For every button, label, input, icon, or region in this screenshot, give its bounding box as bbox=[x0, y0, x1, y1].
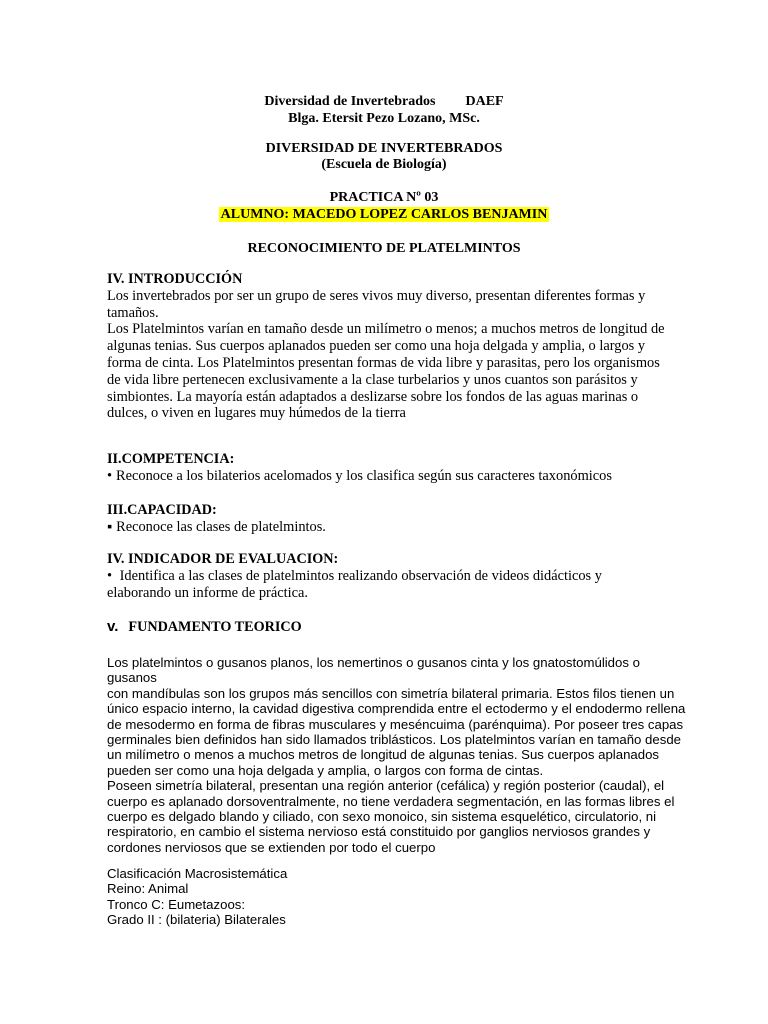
clasificacion-section bbox=[107, 866, 627, 928]
intro-line: Los invertebrados por ser un grupo de seres vivos muy diverso, presentan diferentes formas y bbox=[107, 287, 646, 304]
fundamento-body bbox=[107, 655, 686, 855]
intro-line: simbiontes. La mayoría están adaptados a deslizarse sobre los fondos de las aguas marinas o bbox=[107, 388, 639, 405]
fundamento-line: Poseen simetría bilateral, presentan una región anterior (cefálica) y región posterior (caudal), el bbox=[107, 778, 665, 794]
indicador-title: IV. INDICADOR DE EVALUACION: bbox=[107, 551, 339, 567]
fundamento-line: gusanos bbox=[107, 670, 157, 686]
student-name-highlight: ALUMNO: MACEDO LOPEZ CARLOS BENJAMIN bbox=[220, 207, 548, 222]
intro-line: tamaños. bbox=[107, 304, 159, 321]
fundamento-line: con mandíbulas son los grupos más sencillos con simetría bilateral primaria. Estos filos tienen un bbox=[107, 685, 675, 701]
fundamento-line: único espacio interno, la cavidad digestiva comprendida entre el ectodermo y el endodermo rellena bbox=[107, 701, 686, 717]
capacidad-text: Reconoce las clases de platelmintos. bbox=[116, 518, 326, 535]
intro-line: algunas tenias. Sus cuerpos aplanados pueden ser como una hoja delgada y amplia, o largos y bbox=[107, 338, 646, 355]
department: DAEF bbox=[465, 94, 504, 109]
fundamento-line: germinales bien definidos han sido llamados triblásticos. Los platelmintos varían en tamaño desde bbox=[107, 732, 681, 748]
fundamento-line: pueden ser como una hoja delgada y amplia, o largos con forma de cintas. bbox=[107, 762, 544, 778]
competencia-section bbox=[107, 451, 627, 485]
student-line bbox=[0, 206, 768, 223]
school-name: (Escuela de Biología) bbox=[321, 157, 447, 172]
fundamento-line: cordones nerviosos que se extienden por todo el cuerpo bbox=[107, 839, 436, 855]
fundamento-title-line bbox=[107, 619, 627, 636]
fundamento-line: Los platelmintos o gusanos planos, los nemertinos o gusanos cinta y los gnatostomúlidos o bbox=[107, 655, 640, 670]
fundamento-numeral: v. bbox=[107, 618, 119, 635]
intro-line: dulces, o viven en lugares muy húmedos de la tierra bbox=[107, 405, 406, 422]
course-name: Diversidad de Invertebrados bbox=[264, 94, 436, 109]
fundamento-title: FUNDAMENTO TEORICO bbox=[128, 619, 302, 635]
practice-number: PRACTICA Nº 03 bbox=[329, 190, 439, 205]
intro-line: de vida libre pertenecen exclusivamente a la clase turbelarios y unos cuantos son parásitos y bbox=[107, 371, 638, 388]
fundamento-line: respiratorio, en cambio el sistema nervioso está constituido por ganglios nerviosos grandes y bbox=[107, 824, 651, 840]
bullet-icon: ▪ bbox=[107, 518, 113, 535]
practice-topic: RECONOCIMIENTO DE PLATELMINTOS bbox=[247, 241, 521, 256]
capacidad-title: III.CAPACIDAD: bbox=[107, 502, 217, 518]
competencia-text: Reconoce a los bilaterios acelomados y los clasifica según sus caracteres taxonómicos bbox=[116, 467, 612, 484]
fundamento-line: cuerpo es delgado blando y ciliado, con sexo monoico, sin sistema esquelético, circulatorio, ni bbox=[107, 809, 657, 825]
intro-line: forma de cinta. Los Platelmintos presentan formas de vida libre y parasitas, pero los organismos bbox=[107, 354, 660, 371]
capacidad-section bbox=[107, 502, 627, 536]
fundamento-line: un milímetro o menos a muchos metros de longitud de algunas tenias. Sus cuerpos aplanados bbox=[107, 747, 659, 763]
course-title: DIVERSIDAD DE INVERTEBRADOS bbox=[265, 141, 503, 156]
competencia-title: II.COMPETENCIA: bbox=[107, 451, 235, 467]
indicador-text: Identifica a las clases de platelmintos realizando observación de videos didácticos y bbox=[116, 567, 602, 584]
header-line-1 bbox=[0, 93, 768, 110]
fundamento-line: de mesodermo en forma de fibras musculares y meséncuima (parénquima). Por poseer tres capas bbox=[107, 716, 684, 732]
intro-line: Los Platelmintos varían en tamaño desde un milímetro o menos; a muchos metros de longitud de bbox=[107, 321, 665, 338]
indicador-item bbox=[107, 568, 627, 585]
bullet-icon: • bbox=[107, 567, 113, 584]
clasificacion-line: Reino: Animal bbox=[107, 881, 189, 897]
fundamento-line: cuerpo es aplanado dorsoventralmente, no tiene verdadera segmentación, en las formas libres el bbox=[107, 793, 675, 809]
clasificacion-line: Tronco C: Eumetazoos: bbox=[107, 896, 246, 912]
competencia-item bbox=[107, 468, 627, 485]
introduccion-section bbox=[107, 271, 665, 422]
introduccion-title: IV. INTRODUCCIÓN bbox=[107, 271, 243, 287]
clasificacion-line: Grado II : (bilateria) Bilaterales bbox=[107, 912, 286, 928]
indicador-text-continued: elaborando un informe de práctica. bbox=[107, 584, 308, 601]
clasificacion-line: Clasificación Macrosistemática bbox=[107, 866, 288, 881]
bullet-icon: • bbox=[107, 467, 113, 484]
instructor-line: Blga. Etersit Pezo Lozano, MSc. bbox=[288, 111, 480, 126]
fundamento-heading bbox=[107, 619, 627, 636]
indicador-section bbox=[107, 551, 627, 601]
capacidad-item bbox=[107, 519, 627, 536]
